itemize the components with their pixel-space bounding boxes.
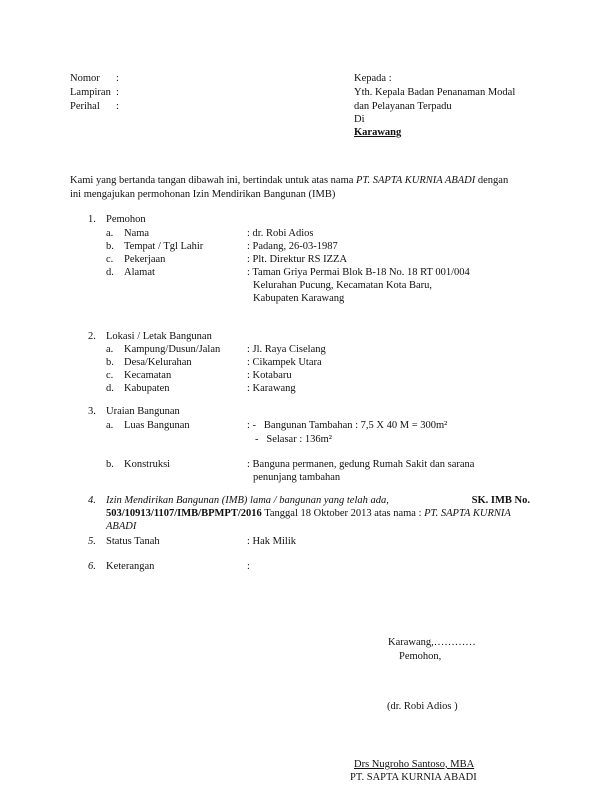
signature-name: (dr. Robi Adios ) bbox=[387, 701, 458, 712]
perihal-label: Perihal bbox=[70, 101, 100, 112]
s1-b-value: : Padang, 26-03-1987 bbox=[247, 241, 338, 252]
section4-number: 4. bbox=[88, 495, 96, 506]
lampiran-sep: : bbox=[116, 87, 119, 98]
s2-d-label: Kabupaten bbox=[124, 383, 170, 394]
section5-number: 5. bbox=[88, 536, 96, 547]
s2-b-letter: b. bbox=[106, 357, 114, 368]
recipient-line3: dan Pelayanan Terpadu bbox=[354, 101, 452, 112]
s1-b-label: Tempat / Tgl Lahir bbox=[124, 241, 204, 252]
section6-label: Keterangan bbox=[106, 561, 155, 572]
s3-b-letter: b. bbox=[106, 459, 114, 470]
section6-value: : bbox=[247, 561, 250, 572]
section5-label: Status Tanah bbox=[106, 536, 160, 547]
s3-a-letter: a. bbox=[106, 420, 114, 431]
section5-value: : Hak Milik bbox=[247, 536, 296, 547]
s3-a-label: Luas Bangunan bbox=[124, 420, 190, 431]
section2-number: 2. bbox=[88, 331, 96, 342]
lampiran-label: Lampiran bbox=[70, 87, 111, 98]
intro-line1 bbox=[70, 174, 508, 187]
intro-company: PT. SAPTA KURNIA ABADI bbox=[356, 175, 476, 186]
s1-c-value: : Plt. Direktur RS IZZA bbox=[247, 254, 348, 265]
s3-b-label: Konstruksi bbox=[124, 459, 171, 470]
section4-text1: Izin Mendirikan Bangunan (IMB) lama / bangunan yang telah ada, bbox=[106, 495, 389, 506]
section4-line1 bbox=[106, 494, 530, 507]
s1-d-letter: d. bbox=[106, 267, 114, 278]
section4-company-a: PT. SAPTA KURNIA bbox=[424, 508, 511, 519]
section4-line2 bbox=[106, 507, 511, 520]
section4-bold2: 503/10913/1107/IMB/BPMPT/2016 bbox=[106, 508, 262, 519]
footer-company: PT. SAPTA KURNIA ABADI bbox=[350, 772, 477, 783]
s1-c-label: Pekerjaan bbox=[124, 254, 166, 265]
section4-text2: Tanggal 18 Oktober 2013 atas nama : bbox=[261, 508, 425, 519]
s1-d-label: Alamat bbox=[124, 267, 155, 278]
section3-number: 3. bbox=[88, 406, 96, 417]
s2-b-value: : Cikampek Utara bbox=[247, 357, 322, 368]
section6-number: 6. bbox=[88, 561, 96, 572]
s1-a-label: Nama bbox=[124, 228, 150, 239]
s1-b-letter: b. bbox=[106, 241, 114, 252]
s3-b-value1: : Banguna permanen, gedung Rumah Sakit dan sarana bbox=[247, 459, 475, 470]
s1-d-value: : Taman Griya Permai Blok B-18 No. 18 RT 001/004 bbox=[247, 267, 470, 278]
recipient-line1: Kepada : bbox=[354, 73, 392, 84]
s2-a-value: : Jl. Raya Ciselang bbox=[247, 344, 326, 355]
s2-c-letter: c. bbox=[106, 370, 114, 381]
intro-line2: ini mengajukan permohonan Izin Mendirikan Bangunan (IMB) bbox=[70, 189, 336, 200]
s2-c-label: Kecamatan bbox=[124, 370, 172, 381]
intro-part1: Kami yang bertanda tangan dibawah ini, bertindak untuk atas nama bbox=[70, 175, 357, 186]
footer-name: Drs Nugroho Santoso, MBA bbox=[354, 759, 475, 770]
section1-number: 1. bbox=[88, 214, 96, 225]
s2-b-label: Desa/Kelurahan bbox=[124, 357, 192, 368]
s1-address-cont1: Kelurahan Pucung, Kecamatan Kota Baru, bbox=[253, 280, 433, 291]
s2-d-value: : Karawang bbox=[247, 383, 296, 394]
perihal-sep: : bbox=[116, 101, 119, 112]
section4-company-b: ABADI bbox=[106, 521, 137, 532]
s3-a-value2: - Selasar : 136m² bbox=[255, 434, 332, 445]
s3-b-value2: penunjang tambahan bbox=[253, 472, 341, 483]
recipient-line2: Yth. Kepala Badan Penanaman Modal bbox=[354, 87, 516, 98]
s1-address-cont2: Kabupaten Karawang bbox=[253, 293, 345, 304]
recipient-city: Karawang bbox=[354, 127, 402, 138]
s2-c-value: : Kotabaru bbox=[247, 370, 292, 381]
signature-role: Pemohon, bbox=[399, 651, 442, 662]
section1-title: Pemohon bbox=[106, 214, 146, 225]
recipient-line4: Di bbox=[354, 114, 365, 125]
nomor-label: Nomor bbox=[70, 73, 100, 84]
s1-c-letter: c. bbox=[106, 254, 114, 265]
section3-title: Uraian Bangunan bbox=[106, 406, 180, 417]
s1-a-value: : dr. Robi Adios bbox=[247, 228, 314, 239]
s2-d-letter: d. bbox=[106, 383, 114, 394]
section4-bold1: SK. IMB No. bbox=[471, 495, 530, 506]
intro-part2: dengan bbox=[475, 175, 509, 186]
signature-place: Karawang,………… bbox=[388, 637, 476, 648]
s2-a-letter: a. bbox=[106, 344, 114, 355]
s3-a-value1: : - Bangunan Tambahan : 7,5 X 40 M = 300m² bbox=[247, 420, 448, 431]
s2-a-label: Kampung/Dusun/Jalan bbox=[124, 344, 221, 355]
section2-title: Lokasi / Letak Bangunan bbox=[106, 331, 212, 342]
s1-a-letter: a. bbox=[106, 228, 114, 239]
nomor-sep: : bbox=[116, 73, 119, 84]
